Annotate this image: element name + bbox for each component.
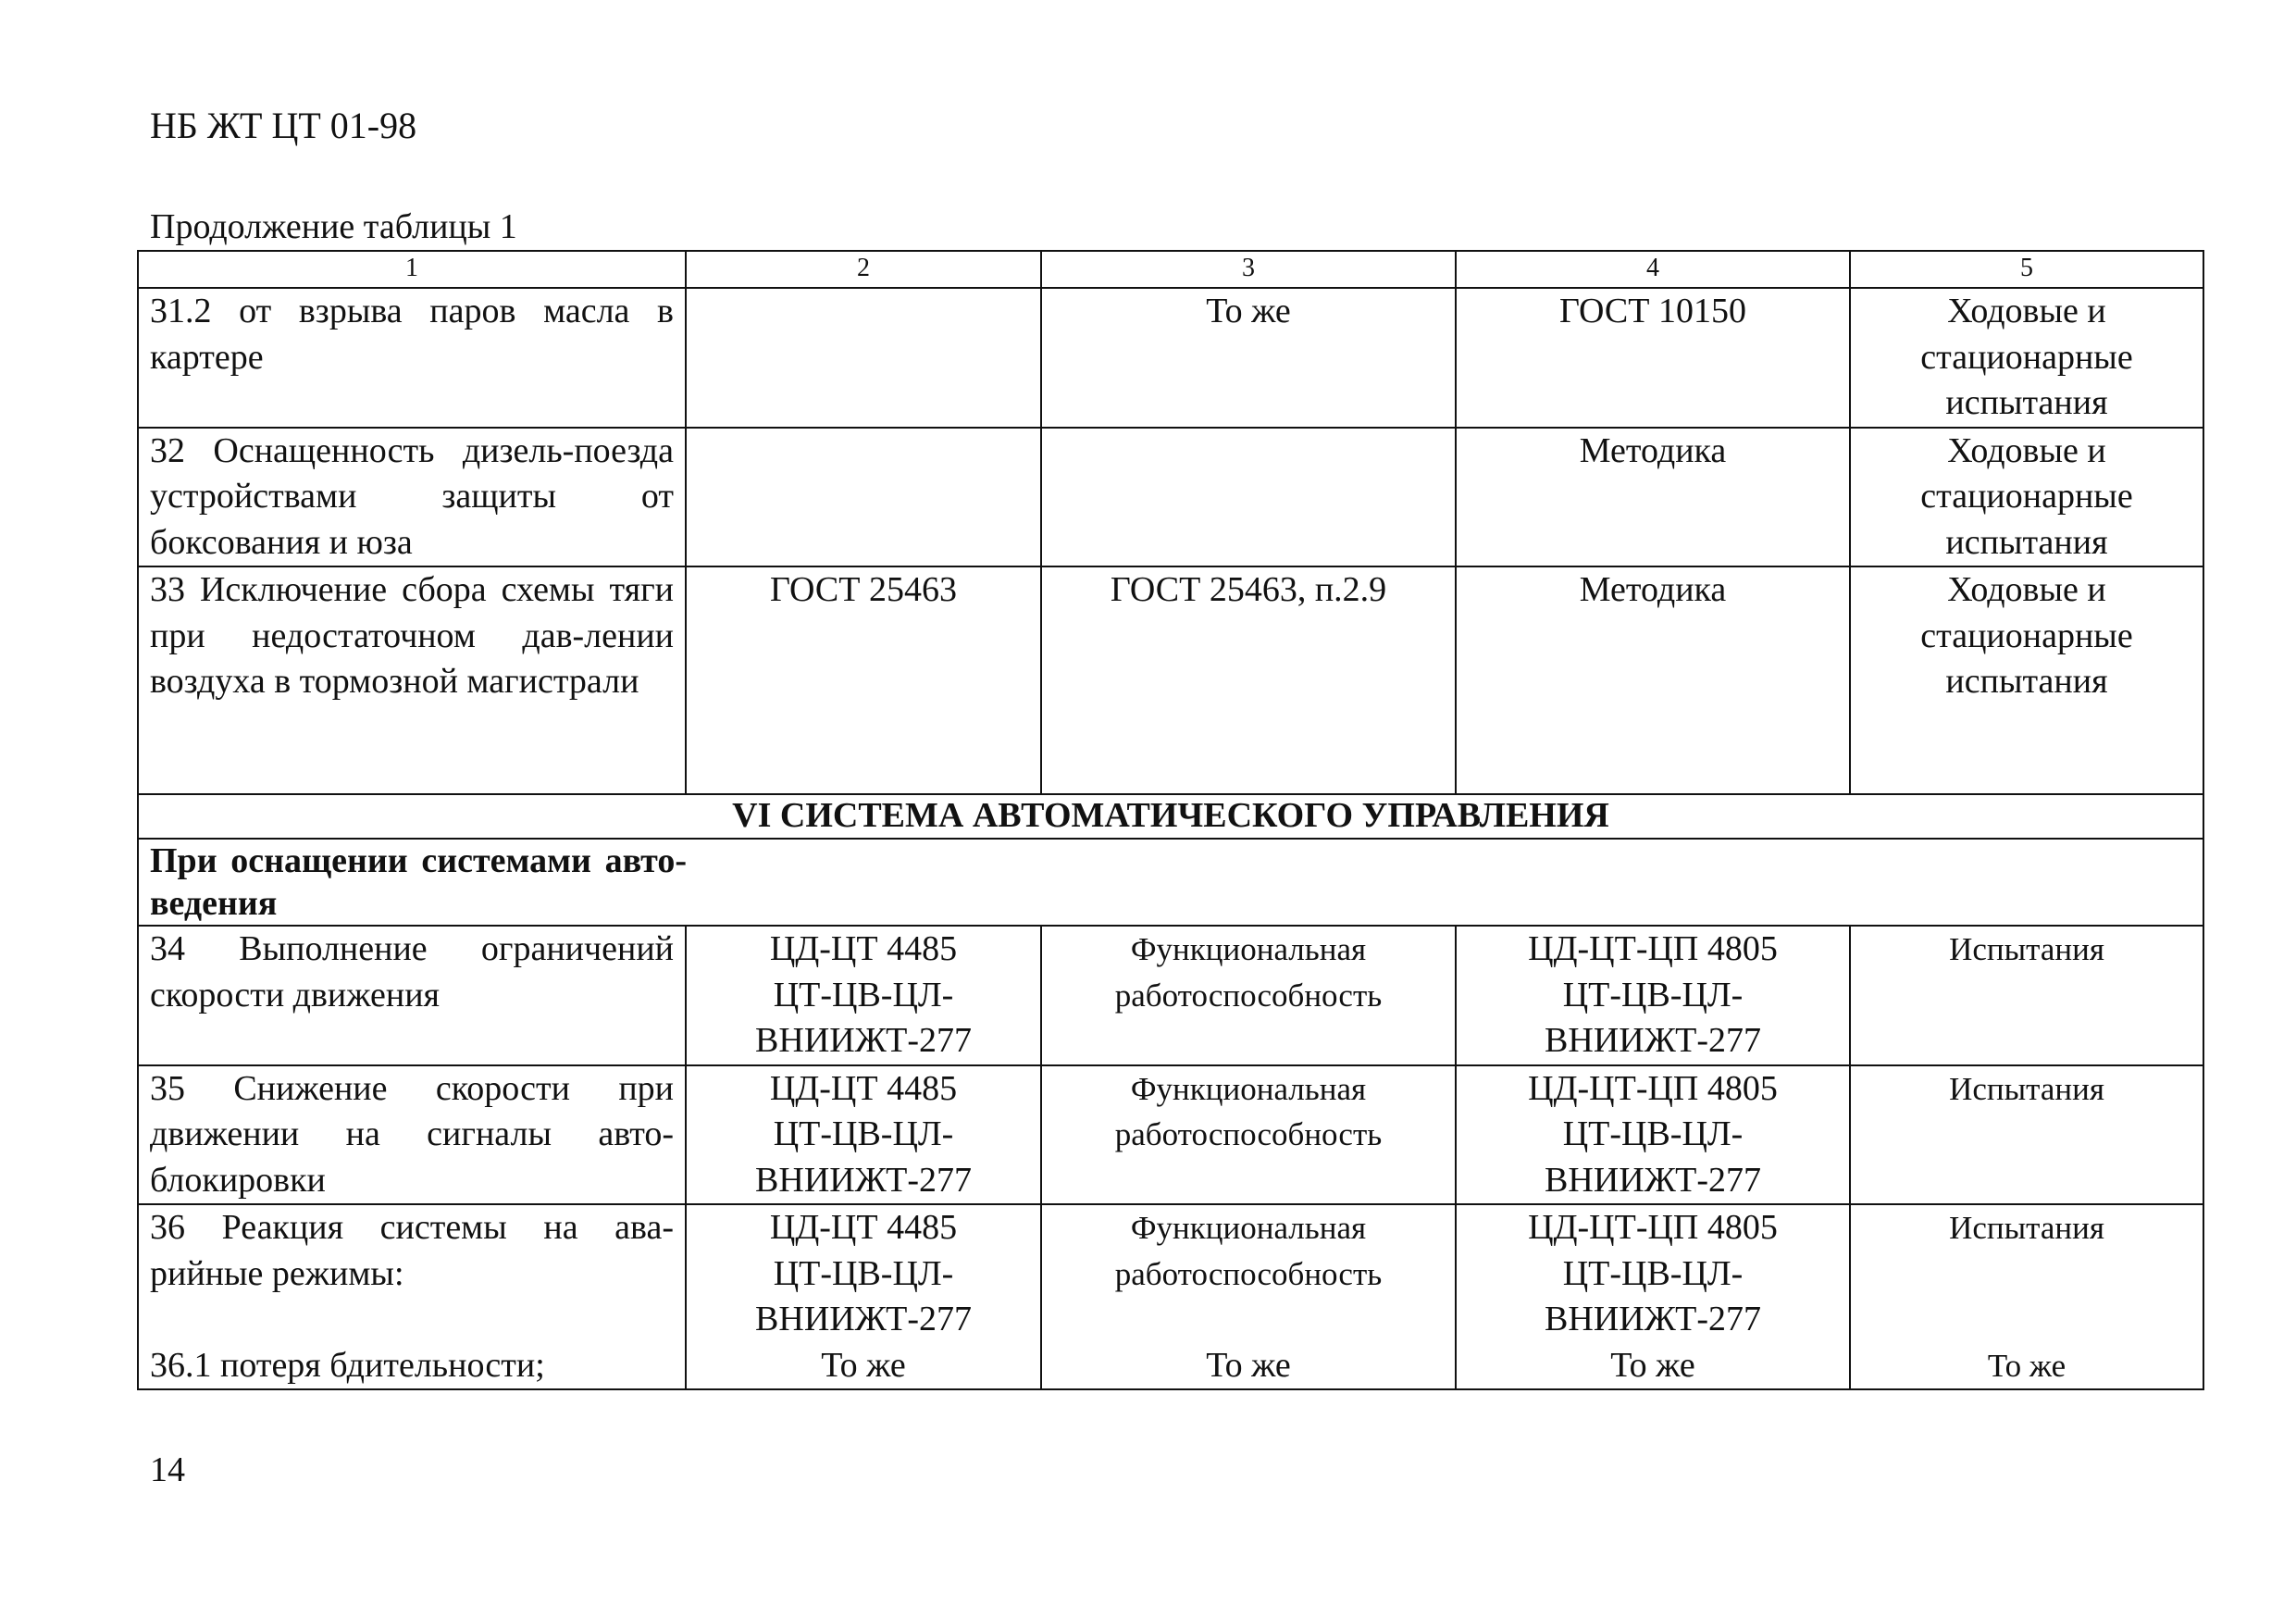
table-row-34 <box>138 926 2203 1065</box>
row-36-norm-doc-line-1: ЦД-ЦТ 4485 <box>769 1208 958 1247</box>
page-number: 14 <box>150 1450 185 1489</box>
row-34-requirement-line-2: работоспособность <box>1114 977 1383 1014</box>
column-number-2: 2 <box>686 251 1041 288</box>
row-34-method-line-3: ВНИИЖТ-277 <box>1545 1021 1761 1060</box>
row-31-2-parameter: 31.2 от взрыва паров масла в картере <box>138 288 686 428</box>
subsection-title: При оснащении системами авто-ведения <box>150 841 687 923</box>
row-35-norm-doc-line-1: ЦД-ЦТ 4485 <box>769 1068 958 1108</box>
row-33-requirement: ГОСТ 25463, п.2.9 <box>1041 566 1456 794</box>
row-36-method-line-2: ЦТ-ЦВ-ЦЛ- <box>1562 1253 1744 1293</box>
row-34-test-type: Испытания <box>1850 926 2203 1065</box>
column-number-3: 3 <box>1041 251 1456 288</box>
row-36-1-parameter: 36.1 потеря бдительности; <box>150 1345 545 1385</box>
row-35-parameter: 35 Снижение скорости при движении на сигналы авто-блокировки <box>138 1065 686 1205</box>
row-32-parameter: 32 Оснащенность дизель-поезда устройствами защиты от боксования и юза <box>138 428 686 567</box>
table-row-33 <box>138 566 2203 794</box>
document-code: НБ ЖТ ЦТ 01-98 <box>150 105 417 146</box>
row-31-2-requirement: То же <box>1041 288 1456 428</box>
table-row-31-2 <box>138 288 2203 428</box>
row-34-method <box>1456 926 1850 1065</box>
row-36-method-line-1: ЦД-ЦТ-ЦП 4805 <box>1528 1208 1778 1247</box>
row-34-method-line-2: ЦТ-ЦВ-ЦЛ- <box>1562 975 1744 1014</box>
table-header-row <box>138 251 2203 288</box>
row-34-norm-doc-line-3: ВНИИЖТ-277 <box>755 1021 972 1060</box>
row-33-test-type: Ходовые и стационарные испытания <box>1850 566 2203 794</box>
row-36-1-test-type: То же <box>1987 1347 2066 1384</box>
row-33-method: Методика <box>1456 566 1850 794</box>
table-row-35 <box>138 1065 2203 1205</box>
subsection-row <box>138 839 2203 926</box>
row-34-requirement-line-1: Функциональная <box>1130 931 1367 967</box>
row-36-requirement-line-1: Функциональная <box>1130 1210 1367 1246</box>
row-34-parameter: 34 Выполнение ограничений скорости движения <box>138 926 686 1065</box>
section-title: VI СИСТЕМА АВТОМАТИЧЕСКОГО УПРАВЛЕНИЯ <box>138 794 2203 839</box>
table-row-36 <box>138 1204 2203 1389</box>
column-number-5: 5 <box>1850 251 2203 288</box>
row-32-test-type: Ходовые и стационарные испытания <box>1850 428 2203 567</box>
row-33-norm-doc: ГОСТ 25463 <box>686 566 1041 794</box>
requirements-table <box>137 250 2204 1390</box>
row-36-test-type-line-1: Испытания <box>1949 1210 2104 1246</box>
row-34-norm-doc <box>686 926 1041 1065</box>
row-34-requirement <box>1041 926 1456 1065</box>
row-35-requirement-line-2: работоспособность <box>1114 1116 1383 1152</box>
row-31-2-norm-doc <box>686 288 1041 428</box>
column-number-4: 4 <box>1456 251 1850 288</box>
row-35-method-line-1: ЦД-ЦТ-ЦП 4805 <box>1528 1068 1778 1108</box>
row-35-norm-doc-line-2: ЦТ-ЦВ-ЦЛ- <box>773 1114 954 1153</box>
row-36-requirement <box>1041 1204 1456 1389</box>
row-34-norm-doc-line-2: ЦТ-ЦВ-ЦЛ- <box>773 975 954 1014</box>
section-header-row <box>138 794 2203 839</box>
row-36-method <box>1456 1204 1850 1389</box>
row-32-norm-doc <box>686 428 1041 567</box>
row-36-parameter <box>138 1204 686 1389</box>
row-32-requirement <box>1041 428 1456 567</box>
row-36-norm-doc <box>686 1204 1041 1389</box>
row-36-test-type <box>1850 1204 2203 1389</box>
row-33-parameter: 33 Исключение сбора схемы тяги при недостаточном дав-лении воздуха в тормозной магистрали <box>138 566 686 794</box>
row-36-norm-doc-line-3: ВНИИЖТ-277 <box>755 1300 972 1338</box>
table-continuation-caption: Продолжение таблицы 1 <box>150 207 517 246</box>
column-number-1: 1 <box>138 251 686 288</box>
row-34-norm-doc-line-1: ЦД-ЦТ 4485 <box>769 929 958 968</box>
row-35-requirement-line-1: Функциональная <box>1130 1070 1367 1107</box>
row-31-2-test-type: Ходовые и стационарные испытания <box>1850 288 2203 428</box>
row-35-norm-doc-line-3: ВНИИЖТ-277 <box>755 1160 972 1200</box>
row-35-norm-doc <box>686 1065 1041 1205</box>
row-35-test-type: Испытания <box>1850 1065 2203 1205</box>
row-31-2-method: ГОСТ 10150 <box>1456 288 1850 428</box>
row-36-requirement-line-2: работоспособность <box>1114 1255 1383 1292</box>
table-row-32 <box>138 428 2203 567</box>
row-35-method-line-2: ЦТ-ЦВ-ЦЛ- <box>1562 1114 1744 1153</box>
row-36-1-method: То же <box>1610 1345 1695 1385</box>
row-34-method-line-1: ЦД-ЦТ-ЦП 4805 <box>1528 929 1778 968</box>
row-35-requirement <box>1041 1065 1456 1205</box>
row-35-method <box>1456 1065 1850 1205</box>
row-32-method: Методика <box>1456 428 1850 567</box>
row-36-1-requirement: То же <box>1206 1345 1291 1385</box>
row-36-norm-doc-line-2: ЦТ-ЦВ-ЦЛ- <box>773 1253 954 1293</box>
row-36-1-norm-doc: То же <box>821 1345 906 1385</box>
row-36-method-line-3: ВНИИЖТ-277 <box>1545 1300 1761 1338</box>
subsection-cell <box>138 839 2203 926</box>
row-36-parameter-title: 36 Реакция системы на ава-рийные режимы: <box>150 1208 674 1293</box>
row-35-method-line-3: ВНИИЖТ-277 <box>1545 1160 1761 1200</box>
